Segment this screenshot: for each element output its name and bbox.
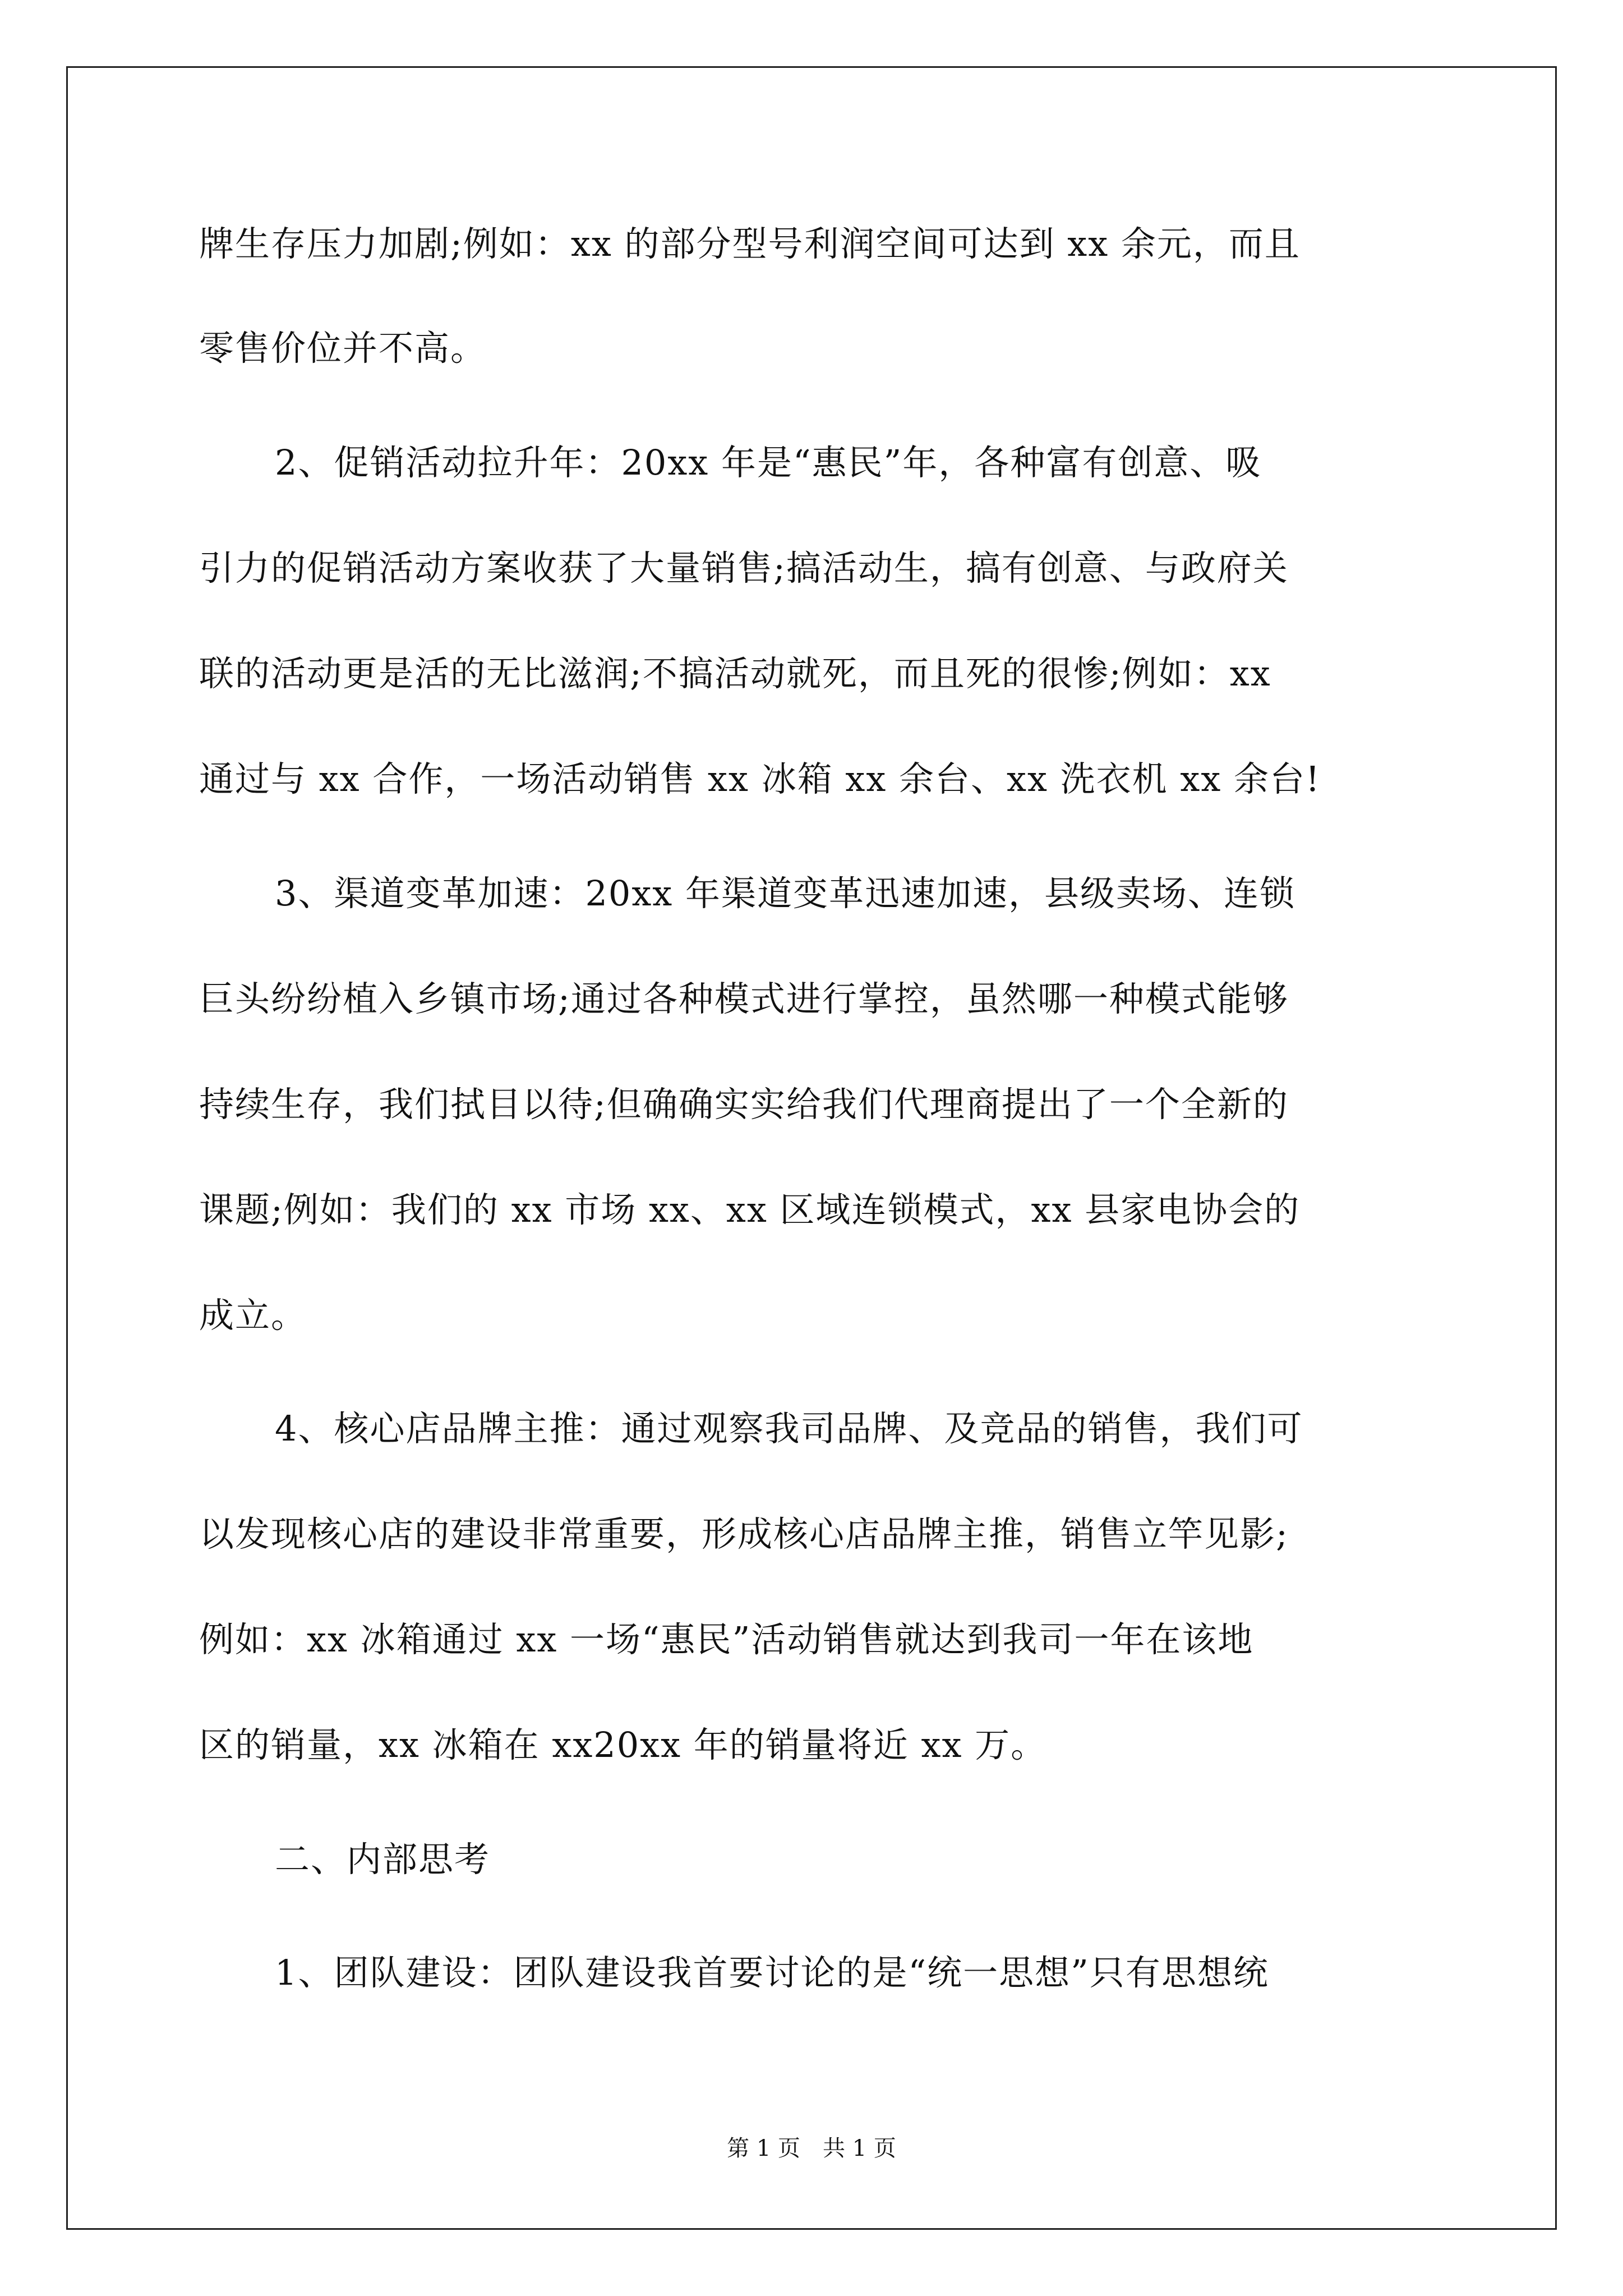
text-line: 零售价位并不高。: [199, 328, 487, 369]
paragraph-start-line: 3、渠道变革加速：20xx 年渠道变革迅速加速，县级卖场、连锁: [275, 873, 1295, 914]
paragraph-start-line: 4、核心店品牌主推：通过观察我司品牌、及竞品的销售，我们可: [275, 1408, 1303, 1449]
text-line: 牌生存压力加剧;例如：xx 的部分型号利润空间可达到 xx 余元，而且: [199, 223, 1301, 264]
text-line: 持续生存，我们拭目以待;但确确实实给我们代理商提出了一个全新的: [199, 1084, 1289, 1125]
text-line: 联的活动更是活的无比滋润;不搞活动就死，而且死的很惨;例如：xx: [199, 653, 1271, 694]
text-line: 以发现核心店的建设非常重要，形成核心店品牌主推，销售立竿见影;: [199, 1513, 1289, 1554]
section-heading: 二、内部思考: [275, 1839, 491, 1880]
paragraph-start-line: 1、团队建设：团队建设我首要讨论的是“统一思想”只有思想统: [275, 1952, 1269, 1993]
text-line: 区的销量，xx 冰箱在 xx20xx 年的销量将近 xx 万。: [199, 1724, 1047, 1765]
page-footer: 第 1 页 共 1 页: [727, 2136, 896, 2161]
text-line: 通过与 xx 合作，一场活动销售 xx 冰箱 xx 余台、xx 洗衣机 xx 余台!: [199, 758, 1321, 799]
text-line: 巨头纷纷植入乡镇市场;通过各种模式进行掌控，虽然哪一种模式能够: [199, 978, 1289, 1019]
text-line: 课题;例如：我们的 xx 市场 xx、xx 区域连锁模式，xx 县家电协会的: [199, 1189, 1301, 1230]
text-line: 例如：xx 冰箱通过 xx 一场“惠民”活动销售就达到我司一年在该地: [199, 1619, 1254, 1660]
text-line: 成立。: [199, 1295, 307, 1336]
page-border: [66, 66, 1557, 2230]
paragraph-start-line: 2、促销活动拉升年：20xx 年是“惠民”年，各种富有创意、吸: [275, 442, 1262, 483]
text-line: 引力的促销活动方案收获了大量销售;搞活动生，搞有创意、与政府关: [199, 547, 1289, 588]
